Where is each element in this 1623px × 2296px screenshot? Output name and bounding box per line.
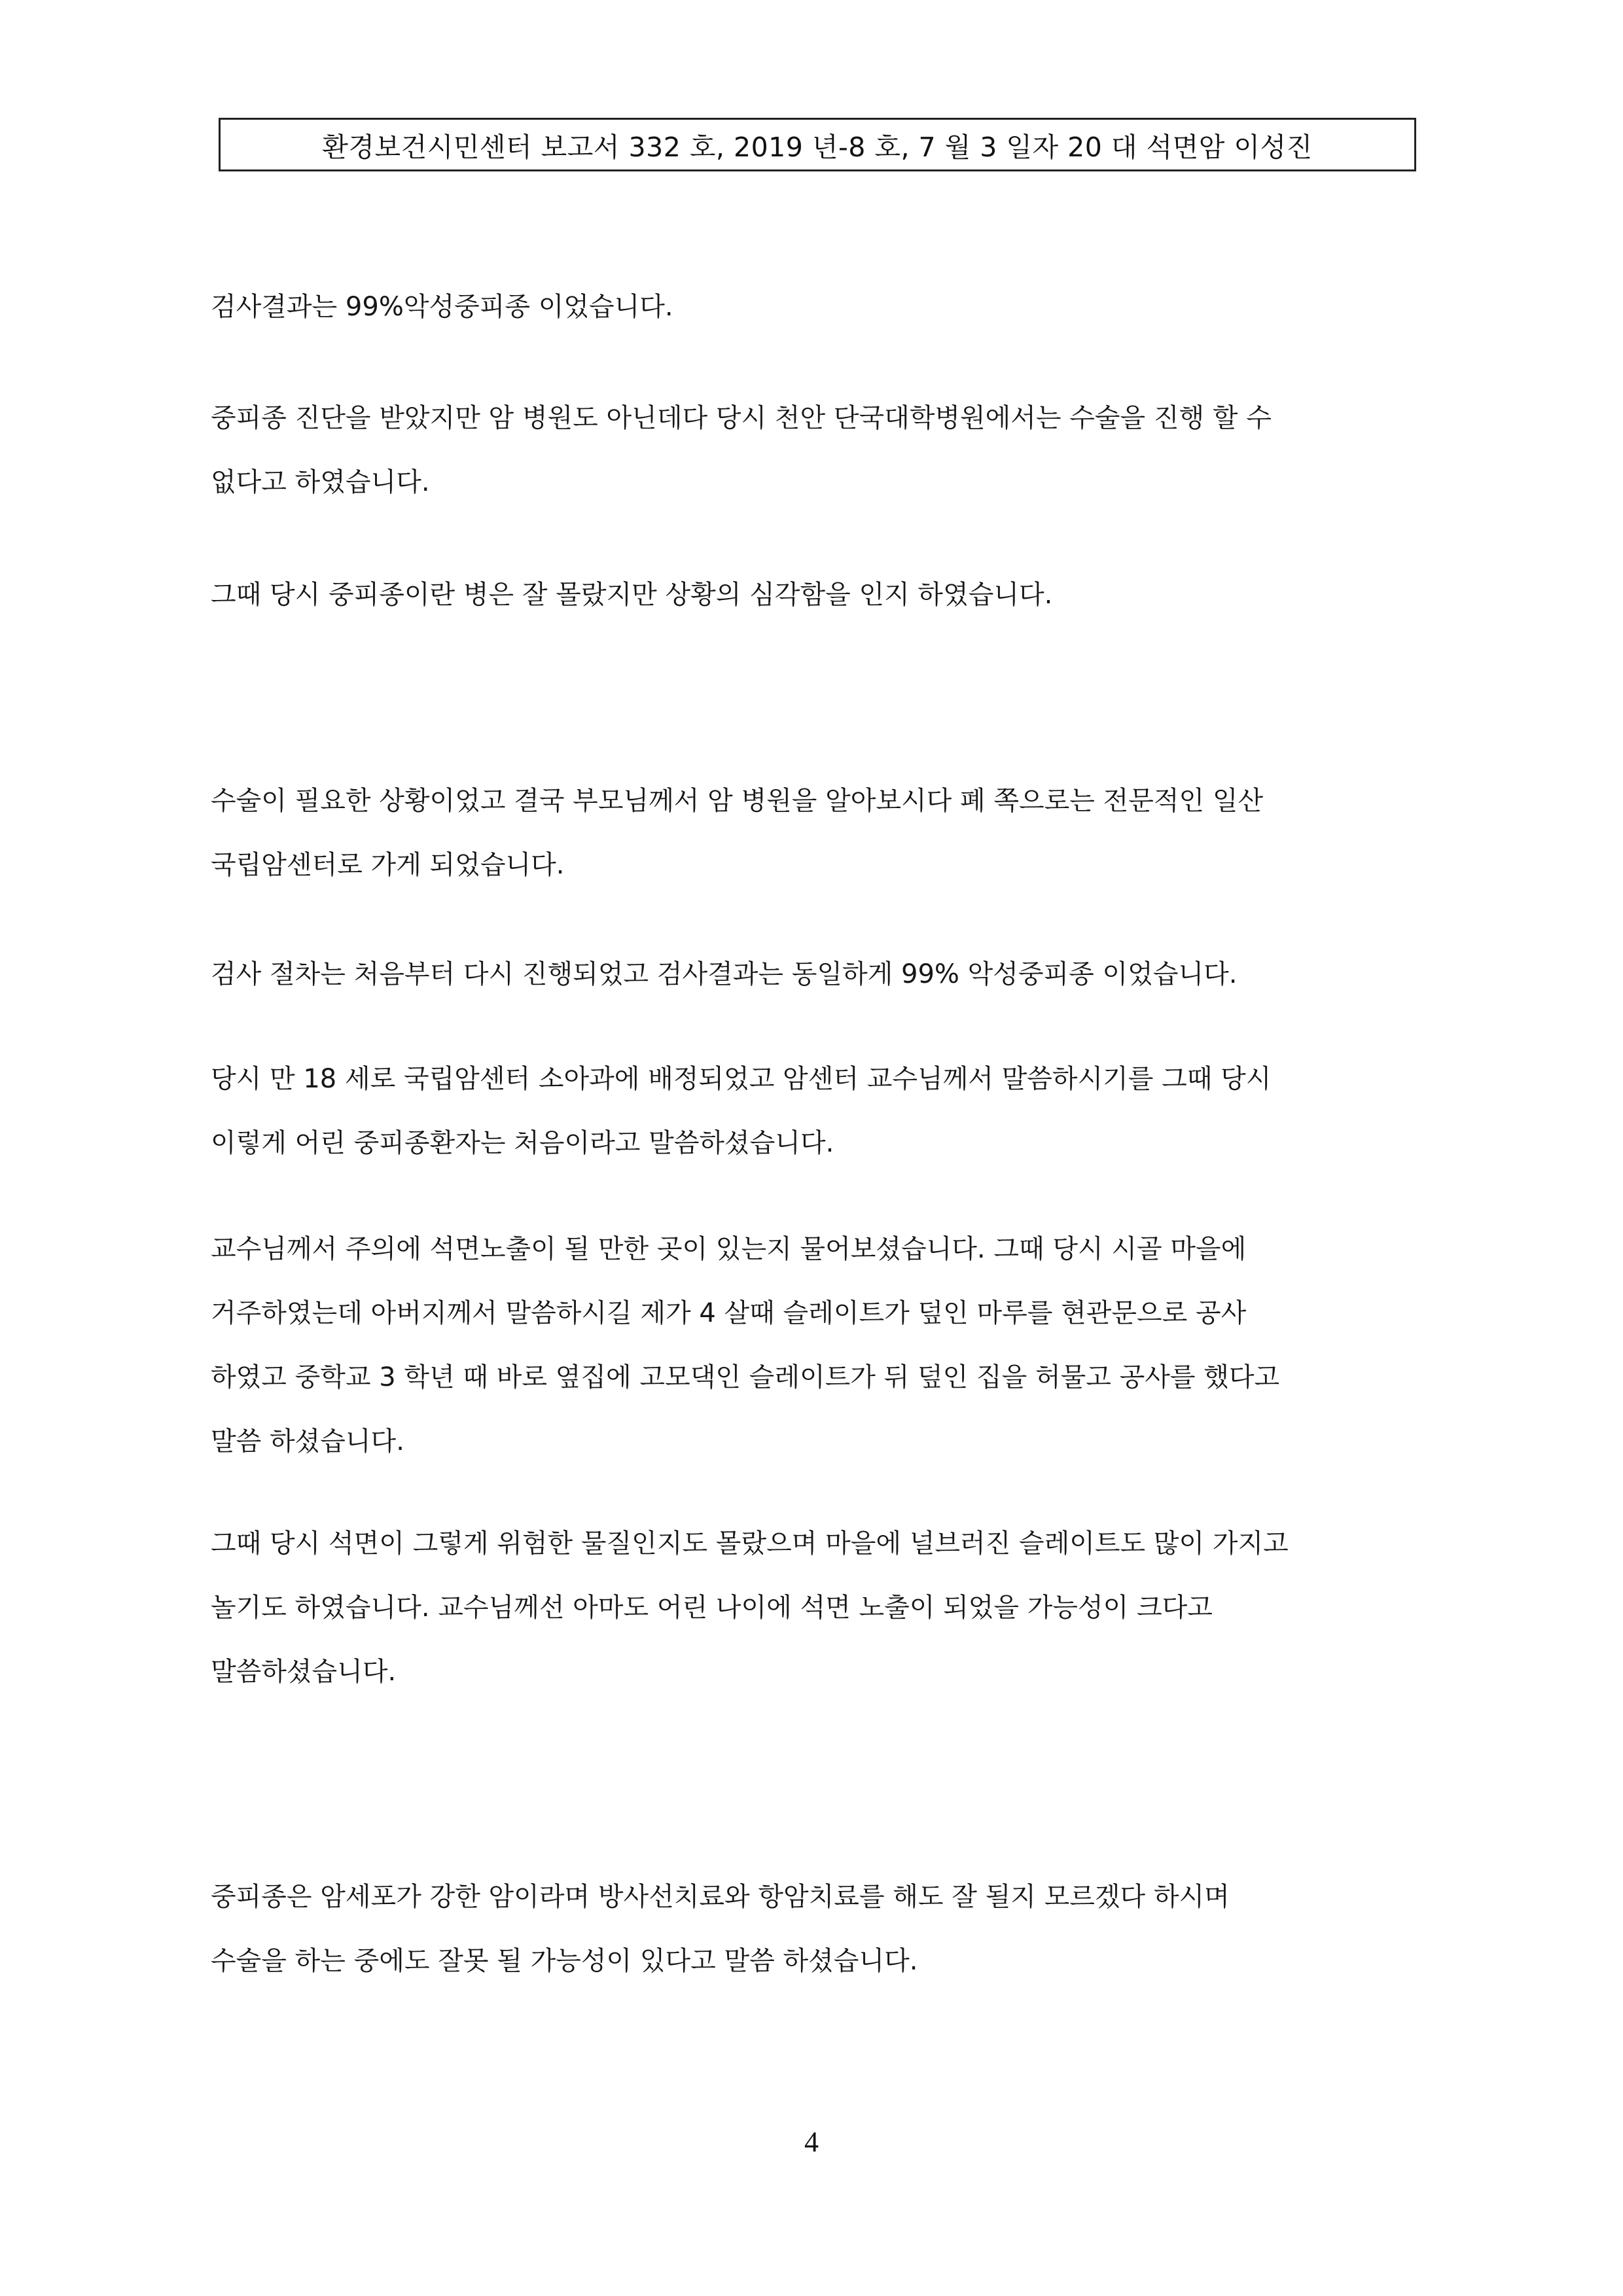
paragraph-8 — [211, 1525, 1415, 1691]
paragraph-line: 수술을 하는 중에도 잘못 될 가능성이 있다고 말씀 하셨습니다. — [211, 1946, 918, 1976]
paragraph-line: 교수님께서 주의에 석면노출이 될 만한 곳이 있는지 물어보셨습니다. 그때 당시 시골 마을에 — [211, 1234, 1247, 1264]
paragraph-line: 중피종 진단을 받았지만 암 병원도 아닌데다 당시 천안 단국대학병원에서는 수술을 진행 할 수 — [211, 403, 1272, 433]
paragraph-line: 국립암센터로 가게 되었습니다. — [211, 850, 565, 880]
paragraph-line: 검사결과는 99%악성중피종 이었습니다. — [211, 292, 673, 322]
paragraph-line: 그때 당시 석면이 그렇게 위험한 물질인지도 몰랐으며 마을에 널브러진 슬레이트도 많이 가지고 — [211, 1528, 1289, 1559]
paragraph-9 — [211, 1878, 1415, 1980]
paragraph-4 — [211, 782, 1415, 884]
paragraph-6 — [211, 1060, 1415, 1162]
page-number: 4 — [804, 2126, 819, 2158]
report-header-title: 환경보건시민센터 보고서 332 호, 2019 년-8 호, 7 월 3 일자 20 대 석면암 이성진 — [322, 131, 1313, 163]
paragraph-3 — [211, 576, 1415, 614]
paragraph-5 — [211, 955, 1415, 993]
paragraph-line: 말씀 하셨습니다. — [211, 1426, 404, 1457]
paragraph-line: 그때 당시 중피종이란 병은 잘 몰랐지만 상황의 심각함을 인지 하였습니다. — [211, 580, 1053, 610]
paragraph-line: 거주하였는데 아버지께서 말씀하시길 제가 4 살때 슬레이트가 덮인 마루를 현관문으로 공사 — [211, 1298, 1247, 1328]
paragraph-2 — [211, 399, 1415, 501]
paragraph-line: 중피종은 암세포가 강한 암이라며 방사선치료와 항암치료를 해도 잘 될지 모르겠다 하시며 — [211, 1882, 1230, 1912]
paragraph-line: 말씀하셨습니다. — [211, 1657, 397, 1687]
paragraph-line: 검사 절차는 처음부터 다시 진행되었고 검사결과는 동일하게 99% 악성중피종 이었습니다. — [211, 959, 1238, 989]
paragraph-line: 놀기도 하였습니다. 교수님께선 아마도 어린 나이에 석면 노출이 되었을 가능성이 크다고 — [211, 1593, 1213, 1623]
paragraph-line: 하였고 중학교 3 학년 때 바로 옆집에 고모댁인 슬레이트가 뒤 덮인 집을 허물고 공사를 했다고 — [211, 1362, 1280, 1392]
paragraph-line: 이렇게 어린 중피종환자는 처음이라고 말씀하셨습니다. — [211, 1128, 834, 1158]
report-header — [219, 118, 1416, 171]
paragraph-line: 당시 만 18 세로 국립암센터 소아과에 배정되었고 암센터 교수님께서 말씀하시기를 그때 당시 — [211, 1064, 1272, 1094]
paragraph-line: 없다고 하였습니다. — [211, 467, 430, 497]
paragraph-7 — [211, 1230, 1415, 1460]
paragraph-line: 수술이 필요한 상황이었고 결국 부모님께서 암 병원을 알아보시다 폐 쪽으로는 전문적인 일산 — [211, 786, 1264, 816]
paragraph-1 — [211, 288, 1415, 326]
